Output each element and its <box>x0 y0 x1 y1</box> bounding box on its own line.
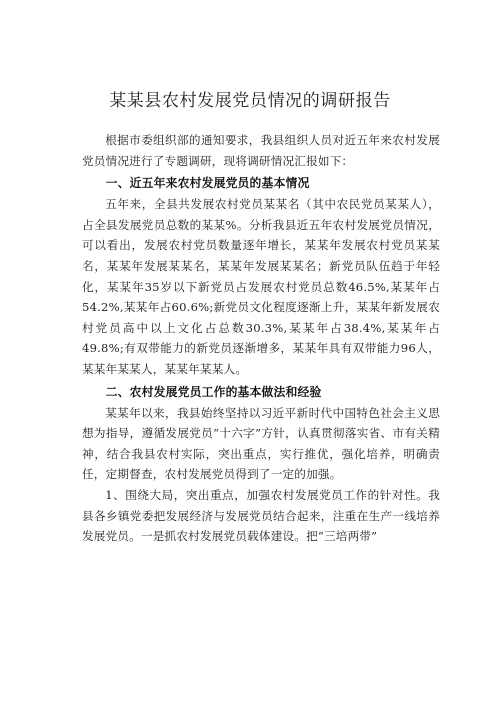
section-2-paragraph-2: 1、围绕大局，突出重点，加强农村发展党员工作的针对性。我县各乡镇党委把发展经济与发展党员结合起来，注重在生产一线培养发展党员。一是抓农村发展党员载体建设。把“三培两带” <box>82 487 440 544</box>
section-1-paragraph: 五年来，全县共发展农村党员某某名（其中农民党员某某人），占全县发展党员总数的某某%。分析我县近五年农村发展党员情况，可以看出，发展农村党员数量逐年增长，某某年发展农村党员某某名，某某年发展某某名，某某年发展某某名；新党员队伍趋于年轻化，某某年35岁以下新党员占发展农村党员总数46.5%,某某年占54.2%,某某年占60.6%;新党员文化程度逐渐上升，某某年新发展农村党员高中以上文化占总数30.3%,某某年占38.4%,某某年占49.8%;有双带能力的新党员逐渐增多，某某年具有双带能力96人，某某年某某人，某某年某某人。 <box>82 197 440 376</box>
intro-paragraph: 根据市委组织部的通知要求，我县组织人员对近五年来农村发展党员情况进行了专题调研，现将调研情况汇报如下： <box>82 133 440 168</box>
section-2-paragraph-1: 某某年以来，我县始终坚持以习近平新时代中国特色社会主义思想为指导，遵循发展党员“十六字”方针，认真贯彻落实省、市有关精神，结合我县农村实际，突出重点，实行推优，强化培养，明确责任，定期督查，农村发展党员得到了一定的加强。 <box>82 405 440 482</box>
section-2-heading: 二、农村发展党员工作的基本做法和经验 <box>105 384 322 399</box>
section-1-heading: 一、近五年来农村发展党员的基本情况 <box>105 176 310 191</box>
document-title: 某某县农村发展党员情况的调研报告 <box>109 91 391 111</box>
document-body <box>82 130 440 547</box>
